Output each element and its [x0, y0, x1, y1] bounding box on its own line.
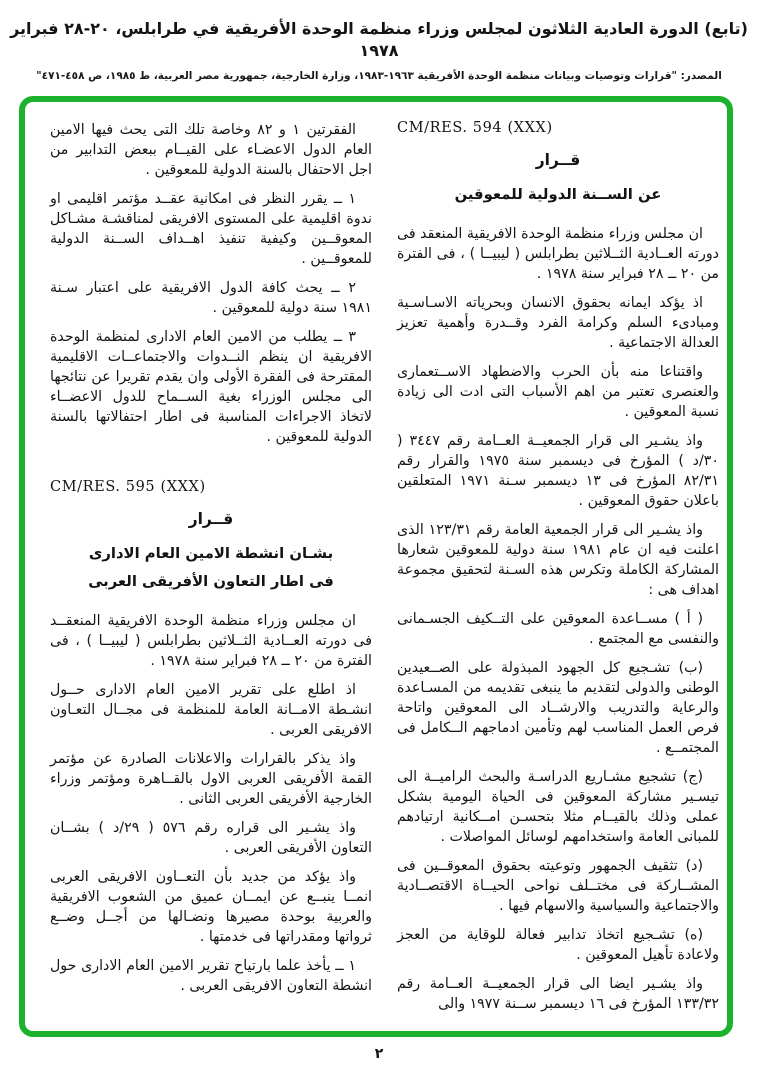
resolution-594-subtitle: عن الســنة الدولية للمعوقين	[454, 186, 662, 203]
resolution-595-subtitle-line1: بشـان انشطة الامين العام الادارى	[88, 545, 334, 562]
resolution-595-paragraph: ان مجلس وزراء منظمة الوحدة الافريقية المنعقــد فى دورته العــادية الثــلاثين بطرابلس ( ليبيــا ) ، فى الفترة من ٢٠ ــ ٢٨ فبراير سنة ١٩٧٨ .	[50, 613, 372, 669]
resolution-595-paragraph: واذ يشـير الى قراره رقم ٥٧٦ ( ٢٩/د ) بشــان التعاون الأفريقى العربى .	[50, 820, 372, 856]
resolution-594-paragraph: واقتناعا منه بأن الحرب والاضطهاد الاســتعمارى والعنصرى تعتبر من اهم الأسباب التى ادت الى زيادة نسبة المعوقين .	[397, 364, 719, 420]
column-right-resolution-594	[397, 118, 719, 1014]
resolution-594-paragraph-item-d: (د) تثقيف الجمهور وتوعيته بحقوق المعوقــين فى المشــاركة فى مختــلف نواحى الحيــاة الاقتصــادية والاجتماعية والسياسية والاسهام فيها .	[397, 858, 719, 914]
resolution-594-operative-paragraph-2: ٢ ــ يحث كافة الدول الافريقية على اعتبار سـنة ١٩٨١ سنة دولية للمعوقين .	[50, 280, 372, 316]
resolution-594-operative-paragraph-3: ٣ ــ يطلب من الامين العام الادارى لمنظمة الوحدة الافريقية ان ينظم النــدوات والاجتماعــات الاقليمية المقترحة فى الفقرة الأولى وان يقدم تقريرا عن نتائجها الى مجلس الوزراء بغية الســماح للدول الاعضــاء لاتخاذ الاجراءات المناسبة فى اطار احتفالاتها بالسنة الدولية للمعوقين .	[50, 329, 372, 445]
resolution-594-paragraph: واذ يشـير الى قرار الجمعية العامة رقم ١٢٣/٣١ الذى اعلنت فيه ان عام ١٩٨١ سنة دولية للمعوقين شعارها المشاركة الكاملة وتكرس هذه السـنة لتحقيق مجموعة اهداف هى :	[397, 522, 719, 598]
resolution-594-paragraph: اذ يؤكد ايمانه بحقوق الانسان وبحرياته الاسـاسـية ومبادىء السلم وكرامة الفرد وقــدرة وأهمية تعزيز العدالة الاجتماعية .	[397, 295, 719, 351]
resolution-595-title: قــرار	[188, 510, 234, 528]
page-header-source-line: المصدر: "قرارات وتوصيات وبيانات منظمة الوحدة الأفريقية ١٩٦٣-١٩٨٣، وزارة الخارجية، جمهورية مصر العربية، ط ١٩٨٥، ص ٤٥٨-٤٧١"	[36, 70, 722, 82]
resolution-594-paragraph-item-a: ( أ ) مســاعدة المعوقين على التــكيف الجسـمانى والنفسى مع المجتمع .	[397, 611, 719, 647]
resolution-594-paragraph-item-c: (ج) تشجيع مشـاريع الدراسـة والبحث الراميــة الى تيسـير مشاركة المعوقين فى الحياة اليومية بشكل عملى وذلك بالقيــام مثلا بتحسـن امــكانية ارتيادهم للمبانى العامة واستخدامهم لوسائل المواصلات .	[397, 769, 719, 845]
page-number: ٢	[374, 1046, 384, 1062]
resolution-594-id: CM/RES. 594 (XXX)	[397, 120, 553, 136]
resolution-594-paragraph: ان مجلس وزراء منظمة الوحدة الافريقية المنعقد فى دورته العــادية الثــلاثين بطرابلس ( ليبيــا ) ، فى الفترة من ٢٠ ــ ٢٨ فبراير سنة ١٩٧٨ .	[397, 226, 719, 282]
page-header-title: (تابع) الدورة العادية الثلاثون لمجلس وزراء منظمة الوحدة الأفريقية في طرابلس، ٢٠-٢٨ فبراير ١٩٧٨	[10, 19, 748, 60]
resolution-595-subtitle-line2: فى اطار التعاون الأفريقى العربى	[88, 573, 334, 590]
resolution-595-operative-paragraph-1: ١ ــ يأخذ علما بارتياح تقرير الامين العام الادارى حول انشطة التعاون الافريقى العربى .	[50, 958, 372, 994]
resolution-594-paragraph-item-e: (ه) تشـجيع اتخاذ تدابير فعالة للوقاية من العجز ولاعادة تأهيل المعوقين .	[397, 927, 719, 963]
resolution-594-paragraph: واذ يشـير الى قرار الجمعيــة العــامة رقم ٣٤٤٧ ( ٣٠/د ) المؤرخ فى ديسمبر سنة ١٩٧٥ والقرار رقم ٨٢/٣١ المؤرخ فى ١٣ ديسمبر سـنة ١٩٧١ المتعلقين باعلان حقوق المعوقين .	[397, 433, 719, 509]
column-left-resolution-595	[50, 120, 372, 996]
resolution-594-operative-paragraph-1: ١ ــ يقرر النظر فى امكانية عقــد مؤتمر اقليمى او ندوة اقليمية على المستوى الافريقى لمناقشـة مشـاكل المعوقــين وكيفية تنفيذ اهــداف الســنة الدولية للمعوقــين .	[50, 191, 372, 267]
page-header	[0, 18, 758, 83]
resolution-595-paragraph: اذ اطلع على تقرير الامين العام الادارى حــول انشـطة الامــانة العامة للمنظمة فى مجــال التعـاون الافريقى العربى .	[50, 682, 372, 738]
resolution-595-id: CM/RES. 595 (XXX)	[50, 479, 206, 495]
resolution-594-paragraph: واذ يشـير ايضا الى قرار الجمعيــة العــامة رقم ١٣٣/٣٢ المؤرخ فى ١٦ ديسمبر ســنة ١٩٧٧ والى	[397, 976, 719, 1012]
resolution-594-title: قــرار	[535, 151, 581, 169]
resolution-595-paragraph: واذ يذكر بالقرارات والاعلانات الصادرة عن مؤتمر القمة الأفريقى العربى الاول بالقــاهرة ومؤتمر وزراء الخارجية الأفريقى العربى الثانى .	[50, 751, 372, 807]
resolution-595-paragraph: واذ يؤكد من جديد بأن التعــاون الافريقى العربى انمــا ينبــع عن ايمــان عميق من الشعوب الافريقية والعربية بوحدة مصيرها ونضـالها من أجــل وضــع ثرواتها ومقدراتها فى خدمتها .	[50, 869, 372, 945]
resolution-594-paragraph-item-b: (ب) تشـجيع كل الجهود المبذولة على الصــعيدين الوطنى والدولى لتقديم ما ينبغى تقديمه من المسـاعدة والرعاية والتدريب والارشــاد الى المعوقين واتاحة فرص العمل المناسب لهم وتأمين ادماجهم الــكامل فى المجتمــع .	[397, 660, 719, 756]
resolution-594-continuation-paragraph: الفقرتين ١ و ٨٢ وخاصة تلك التى يحث فيها الامين العام الدول الاعضـاء على القيــام ببعض التدابير من اجل الاحتفال بالسنة الدولية للمعوقين .	[50, 122, 372, 178]
